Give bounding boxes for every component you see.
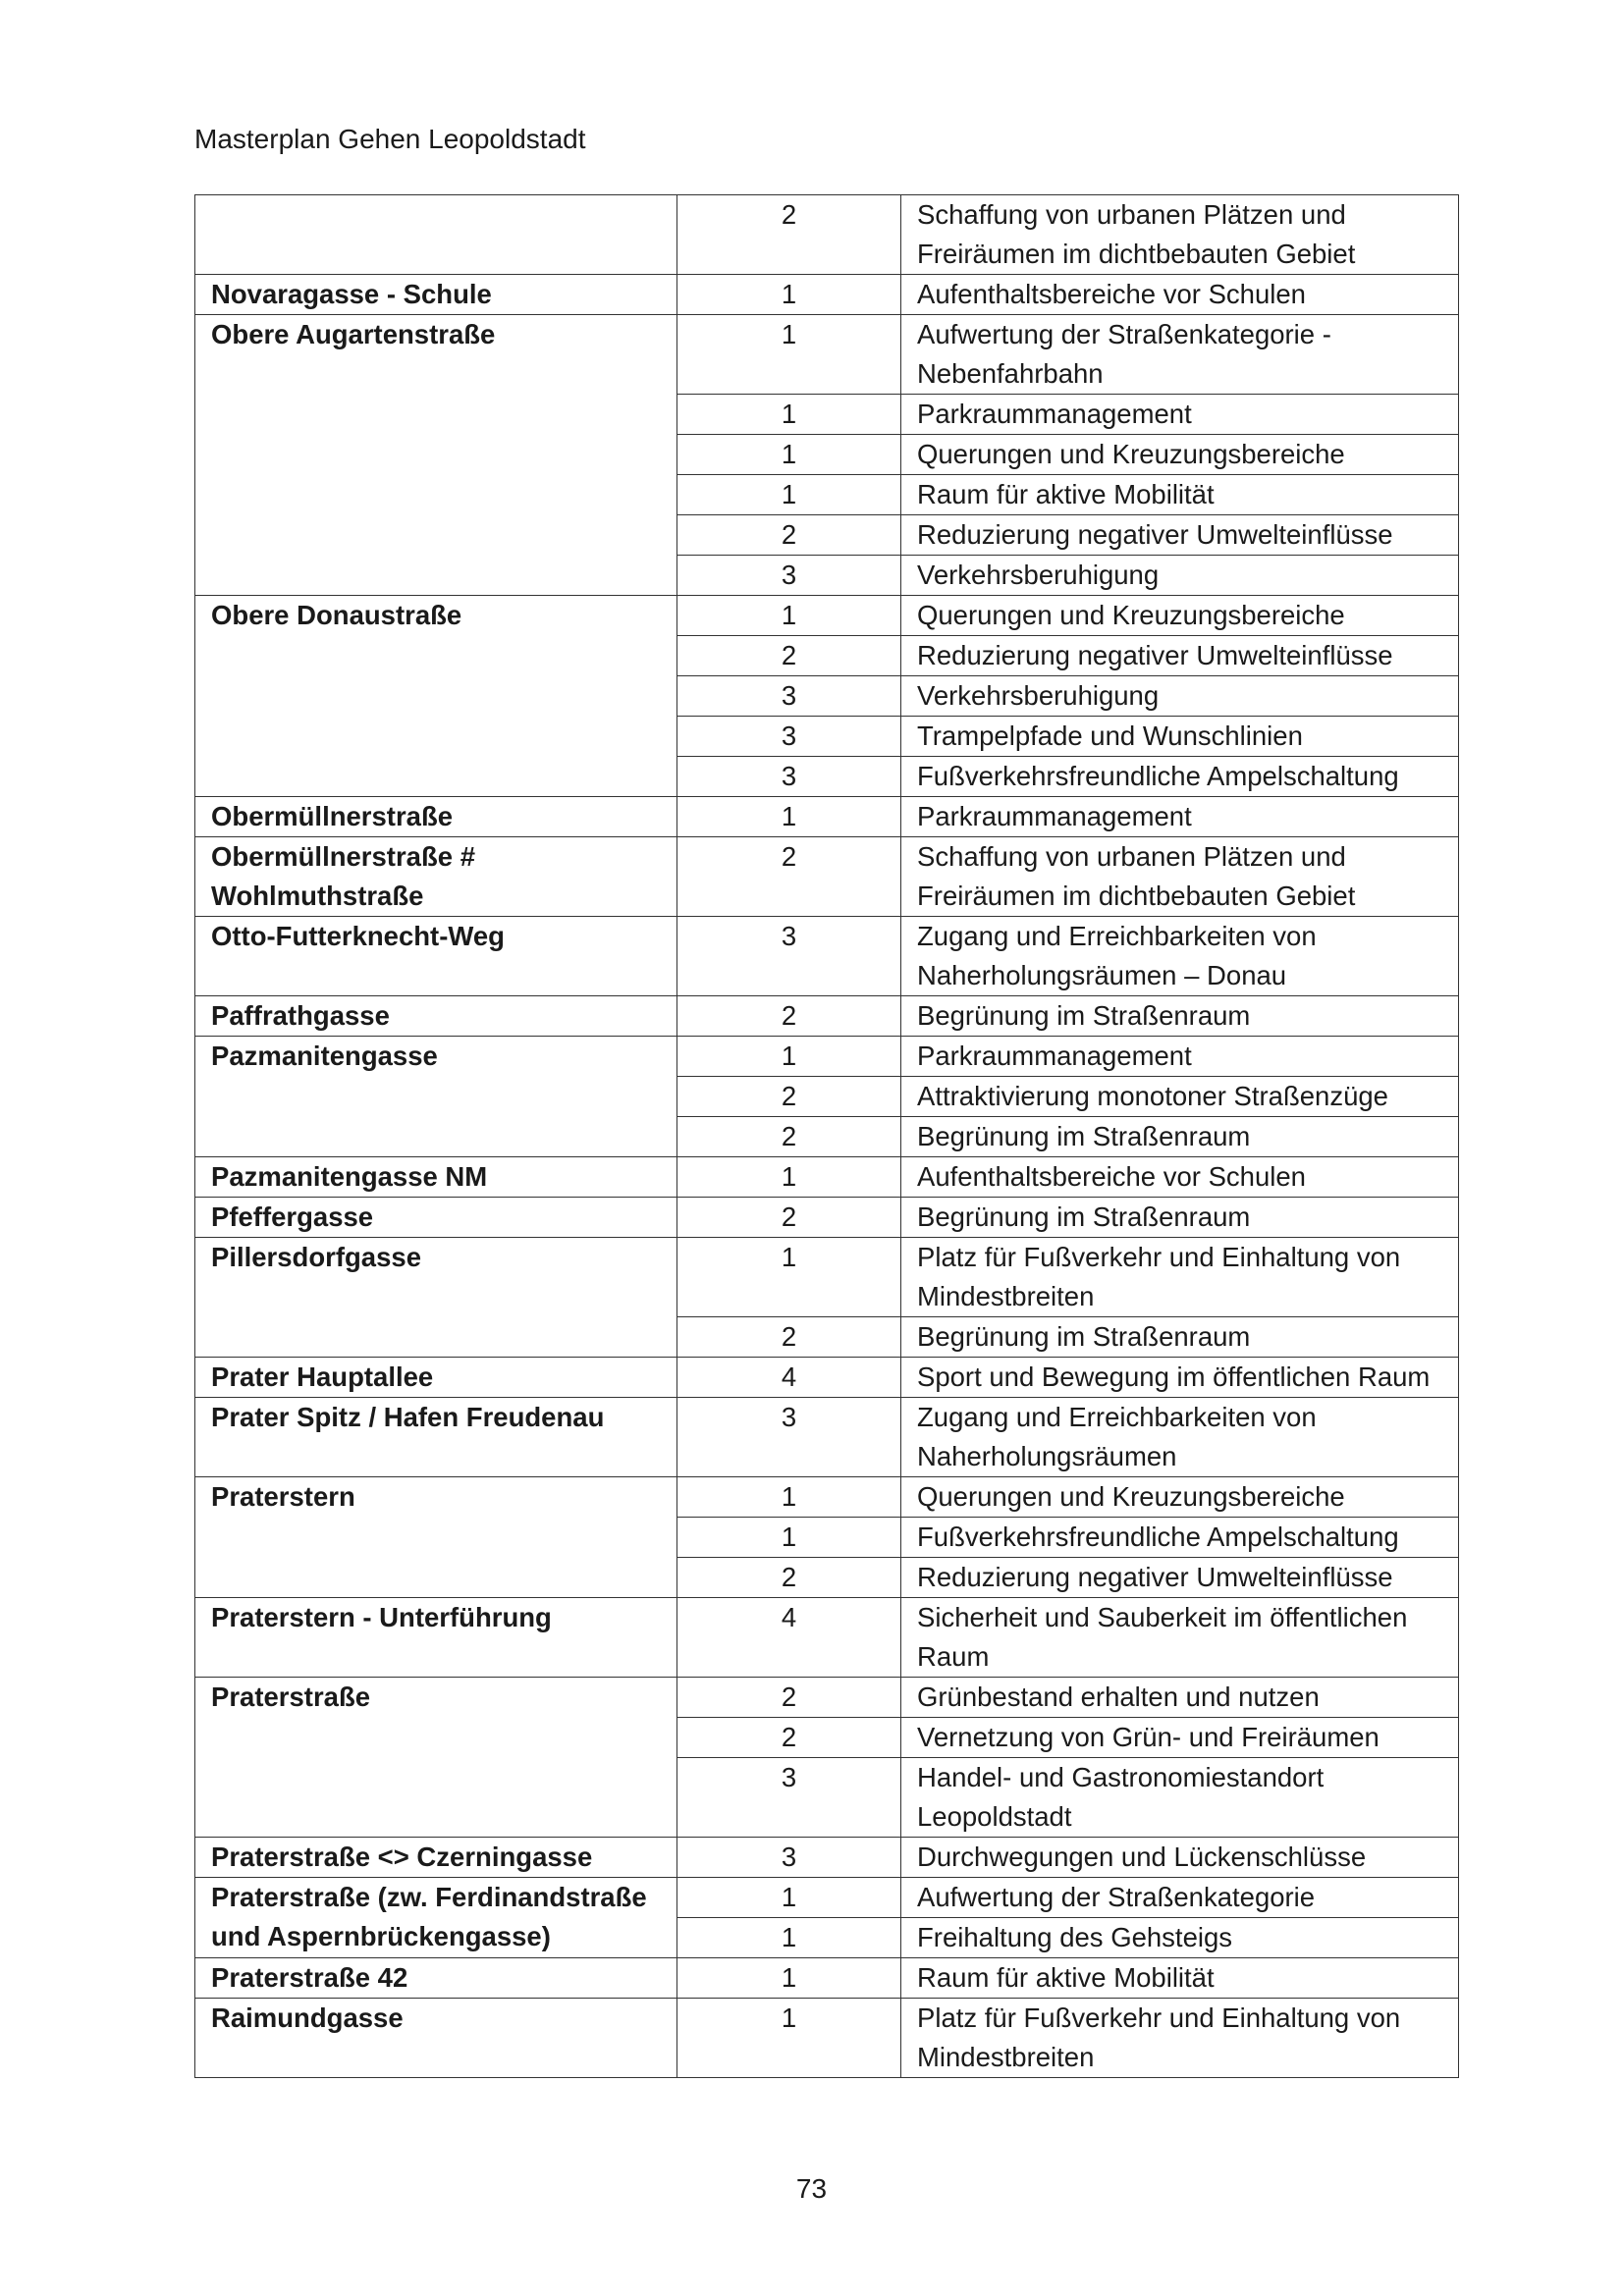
street-name-cell: Praterstraße 42 bbox=[195, 1958, 677, 1999]
priority-cell: 2 bbox=[677, 1117, 901, 1157]
measure-cell: Parkraummanagement bbox=[901, 1037, 1459, 1077]
priority-cell: 3 bbox=[677, 676, 901, 717]
measure-cell: Raum für aktive Mobilität bbox=[901, 1958, 1459, 1999]
measure-cell: Sport und Bewegung im öffentlichen Raum bbox=[901, 1358, 1459, 1398]
street-name-cell: Paffrathgasse bbox=[195, 996, 677, 1037]
priority-cell: 4 bbox=[677, 1598, 901, 1678]
measure-cell: Schaffung von urbanen Plätzen und Freiräumen im dichtbebauten Gebiet bbox=[901, 837, 1459, 917]
priority-cell: 1 bbox=[677, 1878, 901, 1918]
priority-cell: 1 bbox=[677, 435, 901, 475]
table-row bbox=[195, 195, 1459, 275]
table-row bbox=[195, 315, 1459, 395]
priority-cell: 2 bbox=[677, 1678, 901, 1718]
table-row bbox=[195, 1157, 1459, 1198]
street-name-cell: Otto-Futterknecht-Weg bbox=[195, 917, 677, 996]
measure-cell: Sicherheit und Sauberkeit im öffentlichen Raum bbox=[901, 1598, 1459, 1678]
measure-cell: Zugang und Erreichbarkeiten von Naherholungsräumen bbox=[901, 1398, 1459, 1477]
street-name-cell: Obere Augartenstraße bbox=[195, 315, 677, 596]
measure-cell: Reduzierung negativer Umwelteinflüsse bbox=[901, 515, 1459, 556]
measure-cell: Zugang und Erreichbarkeiten von Naherholungsräumen – Donau bbox=[901, 917, 1459, 996]
table-row bbox=[195, 1958, 1459, 1999]
priority-cell: 4 bbox=[677, 1358, 901, 1398]
priority-cell: 1 bbox=[677, 797, 901, 837]
measure-cell: Raum für aktive Mobilität bbox=[901, 475, 1459, 515]
priority-cell: 1 bbox=[677, 1918, 901, 1958]
measure-cell: Aufwertung der Straßenkategorie - Nebenfahrbahn bbox=[901, 315, 1459, 395]
priority-cell: 3 bbox=[677, 1758, 901, 1838]
table-row bbox=[195, 917, 1459, 996]
priority-cell: 1 bbox=[677, 315, 901, 395]
measure-cell: Handel- und Gastronomiestandort Leopoldstadt bbox=[901, 1758, 1459, 1838]
priority-cell: 2 bbox=[677, 1718, 901, 1758]
measure-cell: Parkraummanagement bbox=[901, 797, 1459, 837]
page-number: 73 bbox=[795, 2173, 828, 2204]
street-name-cell: Pfeffergasse bbox=[195, 1198, 677, 1238]
measure-cell: Reduzierung negativer Umwelteinflüsse bbox=[901, 1558, 1459, 1598]
measure-cell: Verkehrsberuhigung bbox=[901, 556, 1459, 596]
priority-cell: 3 bbox=[677, 1838, 901, 1878]
priority-cell: 3 bbox=[677, 917, 901, 996]
priority-cell: 1 bbox=[677, 475, 901, 515]
priority-cell: 3 bbox=[677, 1398, 901, 1477]
table-row bbox=[195, 797, 1459, 837]
street-name-cell: Pillersdorfgasse bbox=[195, 1238, 677, 1358]
street-name-cell: Praterstraße (zw. Ferdinandstraße und Aspernbrückengasse) bbox=[195, 1878, 677, 1958]
street-name-cell: Obere Donaustraße bbox=[195, 596, 677, 797]
priority-cell: 2 bbox=[677, 515, 901, 556]
priority-cell: 2 bbox=[677, 1077, 901, 1117]
measure-cell: Begrünung im Straßenraum bbox=[901, 1117, 1459, 1157]
measure-cell: Begrünung im Straßenraum bbox=[901, 996, 1459, 1037]
priority-cell: 1 bbox=[677, 1037, 901, 1077]
table-row bbox=[195, 1358, 1459, 1398]
measure-cell: Reduzierung negativer Umwelteinflüsse bbox=[901, 636, 1459, 676]
priority-cell: 3 bbox=[677, 556, 901, 596]
table-row bbox=[195, 837, 1459, 917]
table-row bbox=[195, 1878, 1459, 1918]
measure-cell: Aufenthaltsbereiche vor Schulen bbox=[901, 275, 1459, 315]
priority-cell: 1 bbox=[677, 1157, 901, 1198]
priority-cell: 1 bbox=[677, 1477, 901, 1518]
table-row bbox=[195, 1678, 1459, 1718]
street-name-cell: Obermüllnerstraße bbox=[195, 797, 677, 837]
priority-cell: 2 bbox=[677, 996, 901, 1037]
street-name-cell: Praterstern - Unterführung bbox=[195, 1598, 677, 1678]
street-name-cell: Praterstraße bbox=[195, 1678, 677, 1838]
measure-cell: Trampelpfade und Wunschlinien bbox=[901, 717, 1459, 757]
priority-cell: 1 bbox=[677, 395, 901, 435]
table-row bbox=[195, 1598, 1459, 1678]
priority-cell: 3 bbox=[677, 717, 901, 757]
measure-cell: Fußverkehrsfreundliche Ampelschaltung bbox=[901, 757, 1459, 797]
street-name-cell: Obermüllnerstraße # Wohlmuthstraße bbox=[195, 837, 677, 917]
street-name-cell: Novaragasse - Schule bbox=[195, 275, 677, 315]
measure-cell: Grünbestand erhalten und nutzen bbox=[901, 1678, 1459, 1718]
street-name-cell: Prater Spitz / Hafen Freudenau bbox=[195, 1398, 677, 1477]
measure-cell: Parkraummanagement bbox=[901, 395, 1459, 435]
table-row bbox=[195, 1999, 1459, 2078]
street-name-cell: Prater Hauptallee bbox=[195, 1358, 677, 1398]
page-header: Masterplan Gehen Leopoldstadt bbox=[194, 124, 586, 154]
priority-cell: 1 bbox=[677, 1518, 901, 1558]
measure-cell: Freihaltung des Gehsteigs bbox=[901, 1918, 1459, 1958]
measure-cell: Durchwegungen und Lückenschlüsse bbox=[901, 1838, 1459, 1878]
priority-cell: 2 bbox=[677, 1317, 901, 1358]
measure-cell: Aufwertung der Straßenkategorie bbox=[901, 1878, 1459, 1918]
priority-cell: 2 bbox=[677, 837, 901, 917]
priority-cell: 3 bbox=[677, 757, 901, 797]
measure-cell: Verkehrsberuhigung bbox=[901, 676, 1459, 717]
measure-cell: Querungen und Kreuzungsbereiche bbox=[901, 596, 1459, 636]
priority-cell: 2 bbox=[677, 1198, 901, 1238]
priority-cell: 1 bbox=[677, 275, 901, 315]
measures-table-body bbox=[195, 195, 1459, 2078]
street-name-cell: Raimundgasse bbox=[195, 1999, 677, 2078]
table-row bbox=[195, 1838, 1459, 1878]
measure-cell: Querungen und Kreuzungsbereiche bbox=[901, 1477, 1459, 1518]
priority-cell: 1 bbox=[677, 1999, 901, 2078]
measure-cell: Platz für Fußverkehr und Einhaltung von Mindestbreiten bbox=[901, 1238, 1459, 1317]
table-row bbox=[195, 1198, 1459, 1238]
table-row bbox=[195, 596, 1459, 636]
measure-cell: Attraktivierung monotoner Straßenzüge bbox=[901, 1077, 1459, 1117]
measure-cell: Schaffung von urbanen Plätzen und Freiräumen im dichtbebauten Gebiet bbox=[901, 195, 1459, 275]
measure-cell: Fußverkehrsfreundliche Ampelschaltung bbox=[901, 1518, 1459, 1558]
measure-cell: Vernetzung von Grün- und Freiräumen bbox=[901, 1718, 1459, 1758]
table-row bbox=[195, 275, 1459, 315]
measure-cell: Begrünung im Straßenraum bbox=[901, 1198, 1459, 1238]
table-row bbox=[195, 1238, 1459, 1317]
priority-cell: 2 bbox=[677, 636, 901, 676]
street-name-cell: Praterstern bbox=[195, 1477, 677, 1598]
measures-table bbox=[194, 194, 1459, 2078]
priority-cell: 2 bbox=[677, 1558, 901, 1598]
priority-cell: 2 bbox=[677, 195, 901, 275]
street-name-cell: Praterstraße <> Czerningasse bbox=[195, 1838, 677, 1878]
table-row bbox=[195, 996, 1459, 1037]
measure-cell: Aufenthaltsbereiche vor Schulen bbox=[901, 1157, 1459, 1198]
street-name-cell bbox=[195, 195, 677, 275]
priority-cell: 1 bbox=[677, 596, 901, 636]
street-name-cell: Pazmanitengasse bbox=[195, 1037, 677, 1157]
measure-cell: Querungen und Kreuzungsbereiche bbox=[901, 435, 1459, 475]
priority-cell: 1 bbox=[677, 1958, 901, 1999]
measure-cell: Begrünung im Straßenraum bbox=[901, 1317, 1459, 1358]
table-row bbox=[195, 1037, 1459, 1077]
street-name-cell: Pazmanitengasse NM bbox=[195, 1157, 677, 1198]
table-row bbox=[195, 1398, 1459, 1477]
measure-cell: Platz für Fußverkehr und Einhaltung von Mindestbreiten bbox=[901, 1999, 1459, 2078]
priority-cell: 1 bbox=[677, 1238, 901, 1317]
table-row bbox=[195, 1477, 1459, 1518]
